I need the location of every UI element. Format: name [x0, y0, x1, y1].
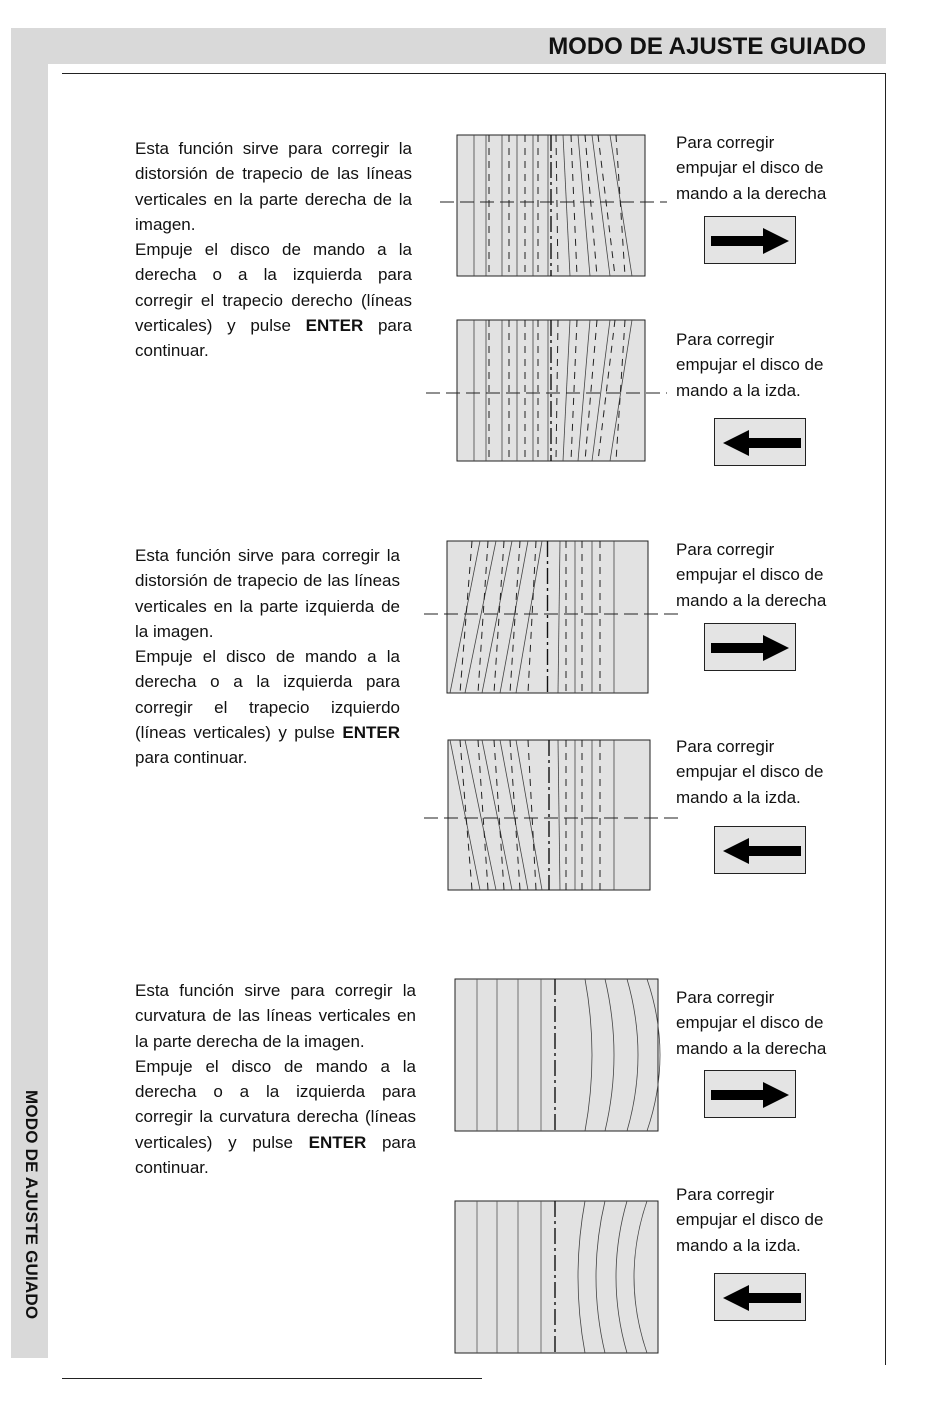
enter-key-label: ENTER — [342, 723, 400, 743]
section-2-paragraph — [135, 543, 400, 771]
section-3-paragraph — [135, 978, 416, 1180]
section-3-text-1: Esta función sirve para corregir la curvatura de las líneas verticales en la parte derecha de la imagen. — [135, 981, 416, 1051]
section-1-text-1: Esta función sirve para corregir la distorsión de trapecio de las líneas verticales en la parte derecha de la imagen. — [135, 139, 412, 234]
page-title: MODO DE AJUSTE GUIADO — [548, 33, 866, 60]
caption-3b: Para corregir empujar el disco de mando a la izda. — [676, 1185, 824, 1255]
caption-1a: Para corregir empujar el disco de mando a la derecha — [676, 133, 827, 203]
arrow-right-icon — [705, 624, 797, 672]
section-1-paragraph — [135, 136, 412, 364]
frame-right-rule — [885, 73, 886, 1365]
arrow-left-icon — [715, 419, 807, 467]
keystone-left-diagram-a — [420, 532, 690, 702]
caption-2a: Para corregir empujar el disco de mando a la derecha — [676, 540, 827, 610]
keystone-right-diagram-b — [420, 312, 680, 472]
arrow-right-box-3 — [704, 1070, 796, 1118]
keystone-left-diagram-b — [420, 732, 690, 902]
caption-2b: Para corregir empujar el disco de mando a la izda. — [676, 737, 824, 807]
arrow-left-box-1 — [714, 418, 806, 466]
curvature-right-diagram-a — [450, 974, 666, 1138]
arrow-left-icon — [715, 827, 807, 875]
arrow-right-box-2 — [704, 623, 796, 671]
section-1-text-2: Empuje el disco de mando a la derecha o a la izquierda para corregir el trapecio derecho (líneas verticales) y pulse ENTER para continuar. — [135, 240, 412, 361]
frame-top-rule — [62, 73, 885, 74]
arrow-right-icon — [705, 217, 797, 265]
arrow-left-box-3 — [714, 1273, 806, 1321]
arrow-left-icon — [715, 1274, 807, 1322]
section-2-text-2: Empuje el disco de mando a la derecha o a la izquierda para corregir el trapecio izquierdo (líneas verticales) y pulse ENTER para continuar. — [135, 647, 400, 768]
side-title: MODO DE AJUSTE GUIADO — [22, 1090, 41, 1320]
caption-1b: Para corregir empujar el disco de mando a la izda. — [676, 330, 824, 400]
arrow-right-icon — [705, 1071, 797, 1119]
arrow-right-box-1 — [704, 216, 796, 264]
arrow-left-box-2 — [714, 826, 806, 874]
keystone-right-diagram-a — [420, 125, 680, 285]
section-2-text-1: Esta función sirve para corregir la distorsión de trapecio de las líneas verticales en la parte izquierda de la imagen. — [135, 546, 400, 641]
enter-key-label: ENTER — [308, 1132, 367, 1152]
footer-rule — [62, 1378, 482, 1379]
curvature-right-diagram-b — [450, 1196, 666, 1360]
section-3-text-2: Empuje el disco de mando a la derecha o a la izquierda para corregir la curvatura derecha (líneas verticales) y pulse ENTER para continuar. — [135, 1056, 416, 1178]
caption-3a: Para corregir empujar el disco de mando a la derecha — [676, 988, 827, 1058]
enter-key-label: ENTER — [305, 316, 364, 336]
